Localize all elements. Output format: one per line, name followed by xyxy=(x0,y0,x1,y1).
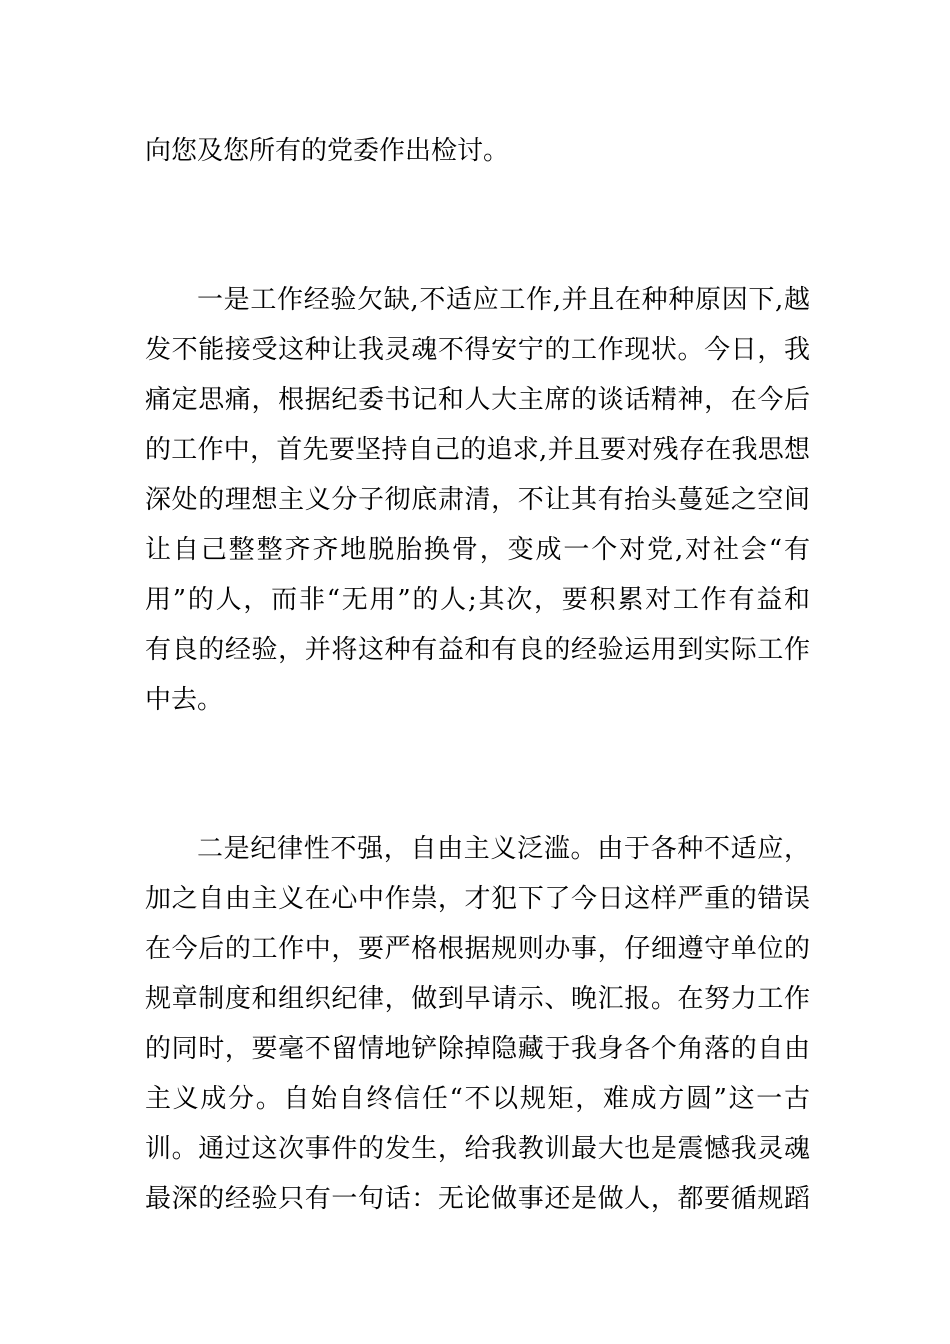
paragraph2-line-7: 训。通过这次事件的发生，给我教训最大也是震憾我灵魂 xyxy=(145,1134,810,1164)
paragraph1-line-2: 发不能接受这种让我灵魂不得安宁的工作现状。今日，我 xyxy=(145,335,810,365)
paragraph2-line-3: 在今后的工作中，要严格根据规则办事，仔细遵守单位的 xyxy=(145,934,810,964)
paragraph2-line-1: 二是纪律性不强，自由主义泛滥。由于各种不适应， xyxy=(197,834,810,864)
paragraph2-line-6: 主义成分。自始自终信任“不以规矩，难成方圆”这一古 xyxy=(145,1084,810,1114)
paragraph2-line-4: 规章制度和组织纪律，做到早请示、晚汇报。在努力工作 xyxy=(145,984,810,1014)
paragraph2-line-8: 最深的经验只有一句话：无论做事还是做人，都要循规蹈 xyxy=(145,1184,810,1214)
paragraph1-line-7: 用”的人，而非“无用”的人;其次，要积累对工作有益和 xyxy=(145,585,810,615)
paragraph1-line-5: 深处的理想主义分子彻底肃清，不让其有抬头蔓延之空间 xyxy=(145,485,810,515)
paragraph1-line-1: 一是工作经验欠缺,不适应工作,并且在种种原因下,越 xyxy=(197,285,810,315)
paragraph1-line-3: 痛定思痛，根据纪委书记和人大主席的谈话精神，在今后 xyxy=(145,385,810,415)
paragraph2-line-5: 的同时，要毫不留情地铲除掉隐藏于我身各个角落的自由 xyxy=(145,1034,810,1064)
intro-line: 向您及您所有的党委作出检讨。 xyxy=(145,136,510,166)
paragraph1-line-4: 的工作中，首先要坚持自己的追求,并且要对残存在我思想 xyxy=(145,435,810,465)
paragraph2-line-2: 加之自由主义在心中作祟，才犯下了今日这样严重的错误 xyxy=(145,884,810,914)
paragraph1-line-9: 中去。 xyxy=(145,685,224,715)
paragraph1-line-8: 有良的经验，并将这种有益和有良的经验运用到实际工作 xyxy=(145,635,810,665)
paragraph1-line-6: 让自己整整齐齐地脱胎换骨，变成一个对党,对社会“有 xyxy=(145,535,810,565)
